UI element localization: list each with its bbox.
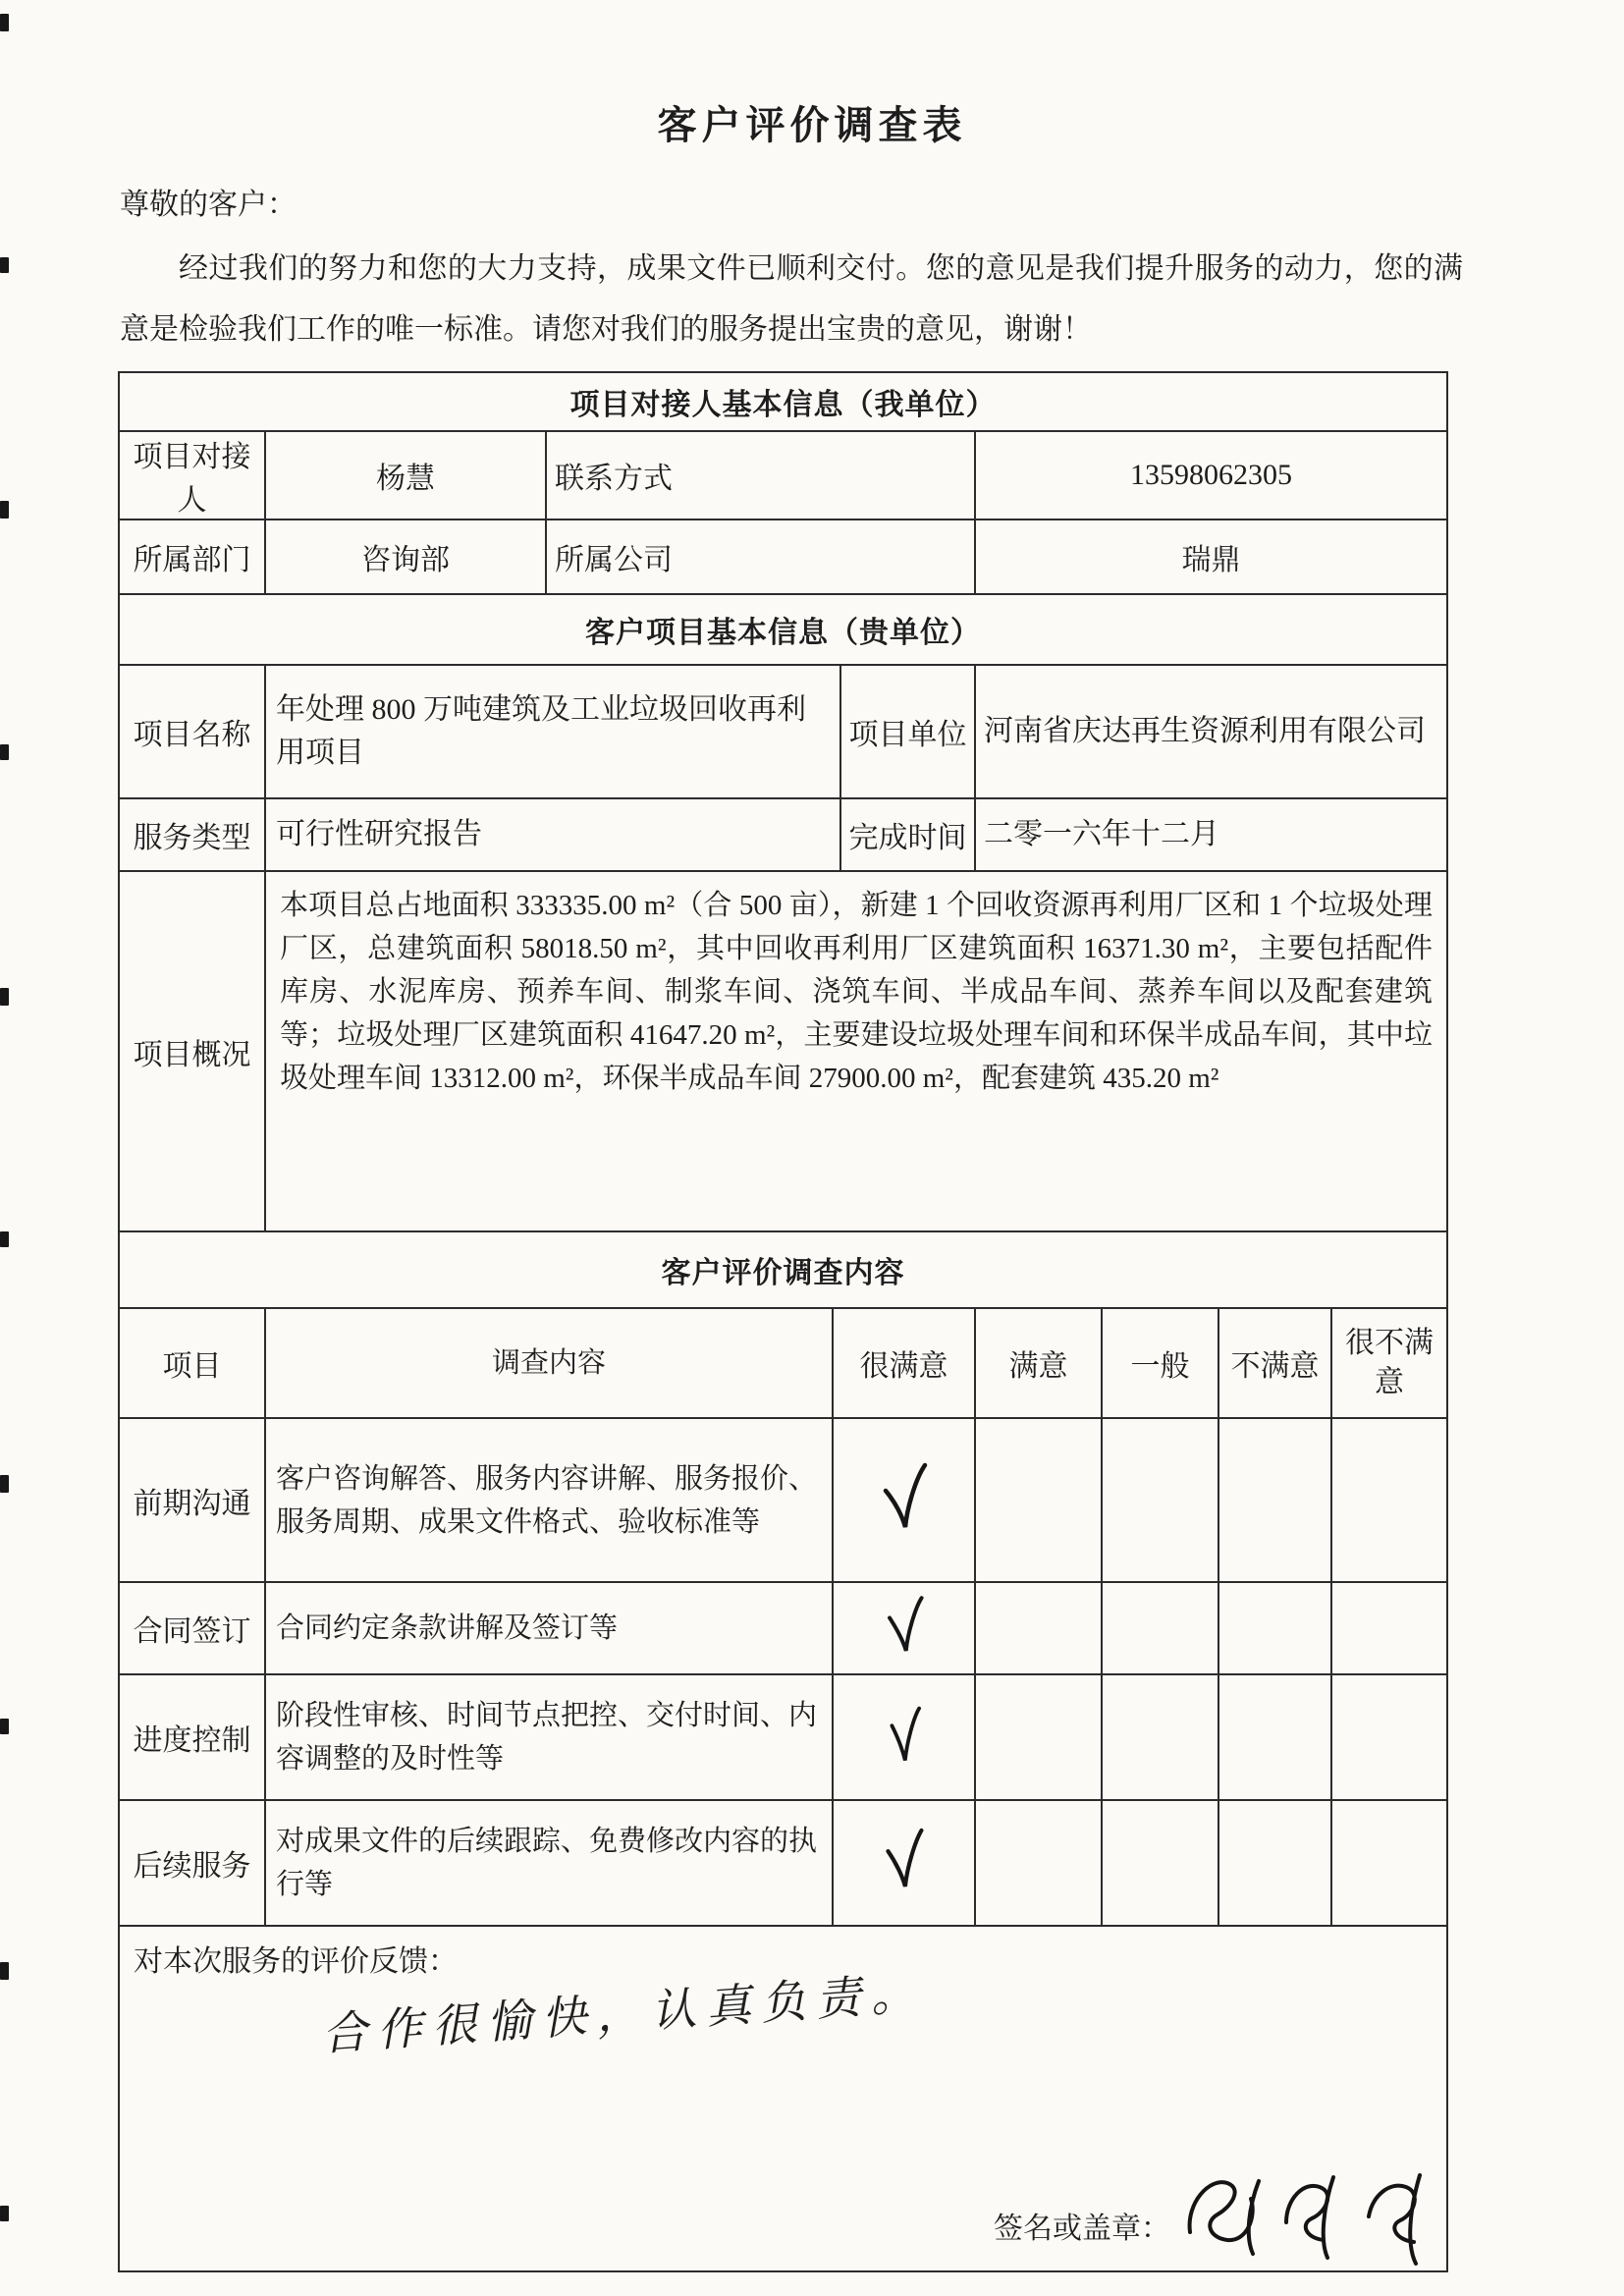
scan-artifact xyxy=(0,2206,9,2221)
rating-cell-unsatisfied xyxy=(1218,1419,1330,1581)
salutation: 尊敬的客户： xyxy=(120,189,297,221)
feedback-row xyxy=(120,1925,1446,2270)
contact-section-header xyxy=(120,373,1446,430)
project-name-label: 项目名称 xyxy=(133,719,251,751)
rating-cell-very-satisfied xyxy=(832,1419,974,1581)
survey-item-content: 对成果文件的后续跟踪、免费修改内容的执行等 xyxy=(264,1801,832,1925)
rating-cell-average xyxy=(1101,1583,1218,1673)
survey-item-content: 合同约定条款讲解及签订等 xyxy=(264,1583,832,1673)
column-header-very-satisfied: 很满意 xyxy=(832,1309,974,1417)
rating-cell-unsatisfied xyxy=(1218,1583,1330,1673)
rating-cell-very-satisfied xyxy=(832,1801,974,1925)
rating-cell-satisfied xyxy=(974,1801,1101,1925)
contact-phone-value: 13598062305 xyxy=(974,432,1446,519)
rating-cell-very-satisfied xyxy=(832,1583,974,1673)
checkmark-icon xyxy=(883,1592,926,1665)
feedback-label: 对本次服务的评价反馈： xyxy=(134,1945,458,1978)
signature-label: 签名或盖章： xyxy=(994,2213,1170,2245)
contact-section-header-text: 项目对接人基本信息（我单位） xyxy=(569,389,997,421)
survey-row-follow-up-service xyxy=(120,1799,1446,1925)
scan-artifact xyxy=(0,1231,9,1247)
column-header-item: 项目 xyxy=(162,1350,222,1383)
checkmark-icon xyxy=(880,1461,929,1540)
survey-section-header xyxy=(120,1230,1446,1307)
rating-cell-very-satisfied xyxy=(832,1675,974,1799)
department-label: 所属部门 xyxy=(133,544,251,576)
rating-cell-satisfied xyxy=(974,1675,1101,1799)
rating-cell-average xyxy=(1101,1675,1218,1799)
table-row xyxy=(120,430,1446,519)
survey-item-label: 进度控制 xyxy=(133,1724,251,1757)
rating-cell-very-unsatisfied xyxy=(1330,1583,1446,1673)
contact-name-label: 项目对接人 xyxy=(133,441,251,517)
handwritten-comment: 合作很愉快，认真负责。 xyxy=(320,1967,928,2060)
checkmark-icon xyxy=(884,1699,925,1776)
survey-item-content: 阶段性审核、时间节点把控、交付时间、内容调整的及时性等 xyxy=(264,1675,832,1799)
scan-artifact xyxy=(0,14,9,31)
survey-item-content: 客户咨询解答、服务内容讲解、服务报价、服务周期、成果文件格式、验收标准等 xyxy=(264,1419,832,1581)
rating-cell-average xyxy=(1101,1419,1218,1581)
intro-paragraph: 经过我们的努力和您的大力支持，成果文件已顺利交付。您的意见是我们提升服务的动力，您的满意是检验我们工作的唯一标准。请您对我们的服务提出宝贵的意见，谢谢！ xyxy=(120,252,1463,346)
rating-cell-very-unsatisfied xyxy=(1330,1801,1446,1925)
project-section-header xyxy=(120,593,1446,664)
scan-artifact xyxy=(0,1475,9,1493)
rating-cell-unsatisfied xyxy=(1218,1801,1330,1925)
rating-cell-unsatisfied xyxy=(1218,1675,1330,1799)
survey-row-progress-control xyxy=(120,1673,1446,1799)
service-type-label: 服务类型 xyxy=(133,822,251,854)
rating-cell-satisfied xyxy=(974,1583,1101,1673)
project-unit-label: 项目单位 xyxy=(839,666,974,797)
column-header-content: 调查内容 xyxy=(264,1309,832,1417)
page-title: 客户评价调查表 xyxy=(657,103,967,147)
checkmark-icon xyxy=(882,1826,927,1900)
project-overview-text: 本项目总占地面积 333335.00 m²（合 500 亩），新建 1 个回收资源再利用厂区和 1 个垃圾处理厂区，总建筑面积 58018.50 m²，其中回收再利用厂区建筑面积 16371.30 m²，主要包括配件库房、水泥库房、预养车间、制浆车间、浇筑车间、半成品车间、蒸养车间以及配套建筑等；垃圾处理厂区建筑面积 41647.20 m²，主要建设垃圾处理车间和环保半成品车间，其中垃圾处理车间 13312.00 m²，环保半成品车间 27900.00 m²，配套建筑 435.20 m² xyxy=(264,872,1446,1230)
rating-cell-very-unsatisfied xyxy=(1330,1419,1446,1581)
survey-row-contract-signing xyxy=(120,1581,1446,1673)
project-section-header-text: 客户项目基本信息（贵单位） xyxy=(585,617,981,649)
table-row xyxy=(120,664,1446,797)
survey-form-table xyxy=(118,371,1448,2272)
survey-item-label: 合同签订 xyxy=(133,1615,251,1648)
rating-cell-average xyxy=(1101,1801,1218,1925)
table-row xyxy=(120,797,1446,870)
finish-time-label: 完成时间 xyxy=(839,799,974,870)
feedback-box xyxy=(120,1927,1446,2270)
survey-item-label: 前期沟通 xyxy=(133,1487,251,1520)
service-type-value: 可行性研究报告 xyxy=(264,799,839,870)
project-name-value: 年处理 800 万吨建筑及工业垃圾回收再利用项目 xyxy=(264,666,839,797)
rating-cell-very-unsatisfied xyxy=(1330,1675,1446,1799)
scan-artifact xyxy=(0,1962,9,1980)
department-value: 咨询部 xyxy=(264,520,545,593)
table-row xyxy=(120,519,1446,593)
column-header-unsatisfied: 不满意 xyxy=(1218,1309,1330,1417)
column-header-average: 一般 xyxy=(1101,1309,1218,1417)
scan-artifact xyxy=(0,501,9,519)
handwritten-signature xyxy=(1176,2156,1436,2269)
scan-artifact xyxy=(0,744,9,760)
company-value: 瑞鼎 xyxy=(974,520,1446,593)
project-overview-label: 项目概况 xyxy=(133,1038,251,1071)
survey-column-header-row xyxy=(120,1307,1446,1417)
contact-name-value: 杨慧 xyxy=(264,432,545,519)
survey-item-label: 后续服务 xyxy=(133,1850,251,1883)
company-label: 所属公司 xyxy=(545,520,974,593)
scan-artifact xyxy=(0,1719,9,1734)
rating-cell-satisfied xyxy=(974,1419,1101,1581)
scan-artifact xyxy=(0,257,9,273)
project-unit-value: 河南省庆达再生资源利用有限公司 xyxy=(974,666,1446,797)
signature-area xyxy=(994,2156,1436,2269)
column-header-very-unsatisfied: 很不满意 xyxy=(1330,1309,1446,1417)
contact-phone-label: 联系方式 xyxy=(545,432,974,519)
survey-section-header-text: 客户评价调查内容 xyxy=(661,1257,905,1289)
column-header-satisfied: 满意 xyxy=(974,1309,1101,1417)
finish-time-value: 二零一六年十二月 xyxy=(974,799,1446,870)
project-overview-row xyxy=(120,870,1446,1230)
scan-artifact xyxy=(0,988,9,1006)
survey-row-early-communication xyxy=(120,1417,1446,1581)
